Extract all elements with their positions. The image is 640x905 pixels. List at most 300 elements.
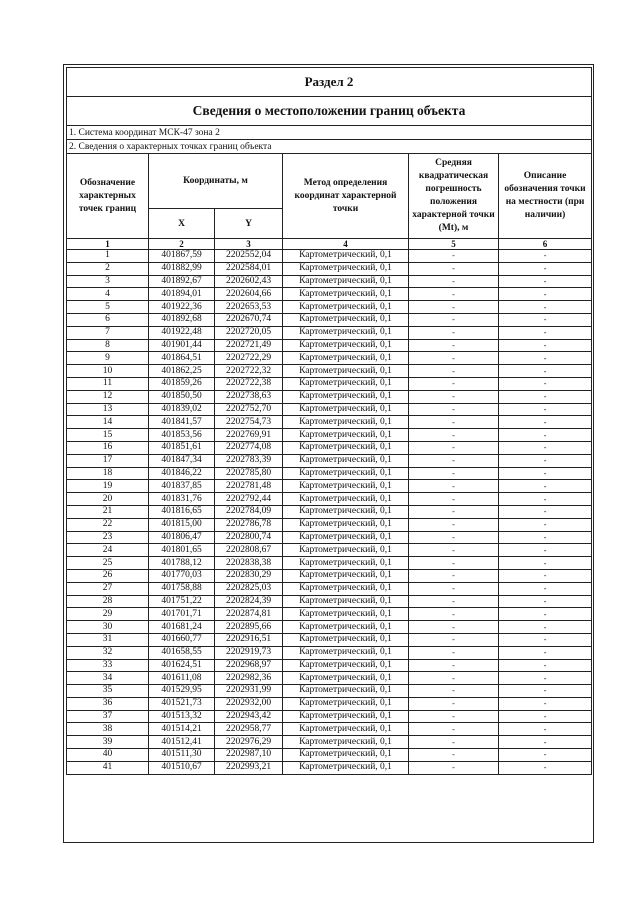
description-cell: - [499,429,592,442]
method-cell: Картометрический, 0,1 [283,710,409,723]
x-coordinate: 401815,00 [149,518,215,531]
method-cell: Картометрический, 0,1 [283,275,409,288]
error-cell: - [409,493,499,506]
error-cell: - [409,659,499,672]
description-cell: - [499,250,592,263]
error-cell: - [409,429,499,442]
description-cell: - [499,557,592,570]
y-coordinate: 2202982,36 [215,672,283,685]
x-coordinate: 401862,25 [149,365,215,378]
y-coordinate: 2202916,51 [215,633,283,646]
x-coordinate: 401892,67 [149,275,215,288]
y-coordinate: 2202738,63 [215,390,283,403]
column-number: 3 [215,239,283,250]
description-cell: - [499,505,592,518]
description-cell: - [499,518,592,531]
error-cell: - [409,672,499,685]
description-cell: - [499,365,592,378]
method-cell: Картометрический, 0,1 [283,301,409,314]
y-coordinate: 2202993,21 [215,761,283,774]
description-cell: - [499,595,592,608]
error-cell: - [409,339,499,352]
error-cell: - [409,288,499,301]
y-coordinate: 2202784,09 [215,505,283,518]
header-method: Метод определения координат характерной точки [283,154,409,239]
method-cell: Картометрический, 0,1 [283,761,409,774]
point-number: 25 [67,557,149,570]
description-cell: - [499,339,592,352]
point-number: 26 [67,569,149,582]
x-coordinate: 401846,22 [149,467,215,480]
x-coordinate: 401851,61 [149,441,215,454]
description-cell: - [499,480,592,493]
y-coordinate: 2202722,29 [215,352,283,365]
description-cell: - [499,441,592,454]
method-cell: Картометрический, 0,1 [283,288,409,301]
y-coordinate: 2202968,97 [215,659,283,672]
error-cell: - [409,749,499,762]
x-coordinate: 401514,21 [149,723,215,736]
method-cell: Картометрический, 0,1 [283,467,409,480]
y-coordinate: 2202830,29 [215,569,283,582]
table-row [67,633,592,646]
method-cell: Картометрический, 0,1 [283,365,409,378]
error-cell: - [409,365,499,378]
method-cell: Картометрический, 0,1 [283,390,409,403]
y-coordinate: 2202895,66 [215,621,283,634]
point-number: 8 [67,339,149,352]
point-number: 13 [67,403,149,416]
header-error: Средняя квадратическая погрешность положения характерной точки (Mt), м [409,154,499,239]
points-info-line: 2. Сведения о характерных точках границ объекта [67,140,592,154]
description-cell: - [499,646,592,659]
y-coordinate: 2202976,29 [215,736,283,749]
method-cell: Картометрический, 0,1 [283,352,409,365]
x-coordinate: 401894,01 [149,288,215,301]
point-number: 3 [67,275,149,288]
column-number: 4 [283,239,409,250]
method-cell: Картометрический, 0,1 [283,621,409,634]
x-coordinate: 401806,47 [149,531,215,544]
y-coordinate: 2202752,70 [215,403,283,416]
error-cell: - [409,441,499,454]
x-coordinate: 401510,67 [149,761,215,774]
x-coordinate: 401511,30 [149,749,215,762]
description-cell: - [499,672,592,685]
y-coordinate: 2202825,03 [215,582,283,595]
x-coordinate: 401837,85 [149,480,215,493]
error-cell: - [409,723,499,736]
table-row [67,480,592,493]
point-number: 38 [67,723,149,736]
method-cell: Картометрический, 0,1 [283,595,409,608]
y-coordinate: 2202808,67 [215,544,283,557]
description-cell: - [499,262,592,275]
description-cell: - [499,544,592,557]
error-cell: - [409,390,499,403]
method-cell: Картометрический, 0,1 [283,493,409,506]
table-row [67,441,592,454]
table-row [67,544,592,557]
description-cell: - [499,685,592,698]
error-cell: - [409,697,499,710]
point-number: 36 [67,697,149,710]
description-cell: - [499,633,592,646]
error-cell: - [409,505,499,518]
method-cell: Картометрический, 0,1 [283,505,409,518]
method-cell: Картометрический, 0,1 [283,454,409,467]
method-cell: Картометрический, 0,1 [283,582,409,595]
table-row [67,595,592,608]
point-number: 9 [67,352,149,365]
table-row [67,416,592,429]
y-coordinate: 2202824,39 [215,595,283,608]
table-row [67,339,592,352]
table-row [67,454,592,467]
description-cell: - [499,582,592,595]
y-coordinate: 2202958,77 [215,723,283,736]
description-cell: - [499,313,592,326]
point-number: 37 [67,710,149,723]
table-row [67,761,592,774]
method-cell: Картометрический, 0,1 [283,697,409,710]
point-number: 20 [67,493,149,506]
description-cell: - [499,531,592,544]
table-row [67,275,592,288]
y-coordinate: 2202720,05 [215,326,283,339]
table-row [67,352,592,365]
description-cell: - [499,467,592,480]
y-coordinate: 2202584,01 [215,262,283,275]
point-number: 15 [67,429,149,442]
table-row [67,365,592,378]
table-row [67,377,592,390]
error-cell: - [409,736,499,749]
error-cell: - [409,544,499,557]
x-coordinate: 401892,68 [149,313,215,326]
point-number: 29 [67,608,149,621]
error-cell: - [409,595,499,608]
table-row [67,710,592,723]
y-coordinate: 2202604,66 [215,288,283,301]
method-cell: Картометрический, 0,1 [283,250,409,263]
y-coordinate: 2202785,80 [215,467,283,480]
description-cell: - [499,697,592,710]
point-number: 16 [67,441,149,454]
x-coordinate: 401867,59 [149,250,215,263]
description-cell: - [499,288,592,301]
method-cell: Картометрический, 0,1 [283,723,409,736]
error-cell: - [409,301,499,314]
y-coordinate: 2202987,10 [215,749,283,762]
table-row [67,608,592,621]
error-cell: - [409,467,499,480]
error-cell: - [409,313,499,326]
y-coordinate: 2202919,73 [215,646,283,659]
table-row [67,672,592,685]
table-row [67,557,592,570]
x-coordinate: 401859,26 [149,377,215,390]
method-cell: Картометрический, 0,1 [283,518,409,531]
point-number: 28 [67,595,149,608]
x-coordinate: 401831,76 [149,493,215,506]
method-cell: Картометрический, 0,1 [283,608,409,621]
column-number: 1 [67,239,149,250]
x-coordinate: 401513,32 [149,710,215,723]
coordinate-system-line: 1. Система координат МСК-47 зона 2 [67,126,592,140]
method-cell: Картометрический, 0,1 [283,749,409,762]
point-number: 41 [67,761,149,774]
method-cell: Картометрический, 0,1 [283,633,409,646]
method-cell: Картометрический, 0,1 [283,659,409,672]
column-number: 6 [499,239,592,250]
section-title: Раздел 2 [67,68,592,97]
error-cell: - [409,262,499,275]
error-cell: - [409,480,499,493]
x-coordinate: 401801,65 [149,544,215,557]
x-coordinate: 401853,56 [149,429,215,442]
description-cell: - [499,275,592,288]
header-coordinates: Координаты, м [149,154,283,209]
x-coordinate: 401611,08 [149,672,215,685]
table-row [67,262,592,275]
table-row [67,697,592,710]
table-row [67,313,592,326]
description-cell: - [499,403,592,416]
error-cell: - [409,352,499,365]
y-coordinate: 2202786,78 [215,518,283,531]
header-designation: Обозначение характерных точек границ [67,154,149,239]
x-coordinate: 401850,50 [149,390,215,403]
method-cell: Картометрический, 0,1 [283,569,409,582]
x-coordinate: 401681,24 [149,621,215,634]
table-row [67,429,592,442]
x-coordinate: 401901,44 [149,339,215,352]
point-number: 33 [67,659,149,672]
point-number: 4 [67,288,149,301]
table-row [67,467,592,480]
method-cell: Картометрический, 0,1 [283,685,409,698]
description-cell: - [499,736,592,749]
x-coordinate: 401512,41 [149,736,215,749]
method-cell: Картометрический, 0,1 [283,544,409,557]
error-cell: - [409,621,499,634]
x-coordinate: 401839,02 [149,403,215,416]
table-row [67,518,592,531]
header-x: X [149,209,215,239]
description-cell: - [499,761,592,774]
error-cell: - [409,518,499,531]
table-row [67,326,592,339]
y-coordinate: 2202931,99 [215,685,283,698]
x-coordinate: 401841,57 [149,416,215,429]
point-number: 27 [67,582,149,595]
x-coordinate: 401864,51 [149,352,215,365]
x-coordinate: 401770,03 [149,569,215,582]
table-row [67,531,592,544]
y-coordinate: 2202722,38 [215,377,283,390]
table-row [67,288,592,301]
error-cell: - [409,761,499,774]
point-number: 23 [67,531,149,544]
method-cell: Картометрический, 0,1 [283,326,409,339]
point-number: 2 [67,262,149,275]
table-row [67,505,592,518]
table-row [67,723,592,736]
error-cell: - [409,608,499,621]
point-number: 35 [67,685,149,698]
y-coordinate: 2202602,43 [215,275,283,288]
method-cell: Картометрический, 0,1 [283,377,409,390]
error-cell: - [409,557,499,570]
x-coordinate: 401922,36 [149,301,215,314]
x-coordinate: 401624,51 [149,659,215,672]
method-cell: Картометрический, 0,1 [283,429,409,442]
y-coordinate: 2202800,74 [215,531,283,544]
description-cell: - [499,749,592,762]
description-cell: - [499,493,592,506]
point-number: 30 [67,621,149,634]
y-coordinate: 2202783,39 [215,454,283,467]
error-cell: - [409,454,499,467]
method-cell: Картометрический, 0,1 [283,313,409,326]
description-cell: - [499,352,592,365]
table-row [67,659,592,672]
point-number: 22 [67,518,149,531]
y-coordinate: 2202552,04 [215,250,283,263]
x-coordinate: 401922,48 [149,326,215,339]
point-number: 5 [67,301,149,314]
error-cell: - [409,416,499,429]
header-y: Y [215,209,283,239]
column-number: 2 [149,239,215,250]
method-cell: Картометрический, 0,1 [283,339,409,352]
method-cell: Картометрический, 0,1 [283,557,409,570]
point-number: 18 [67,467,149,480]
y-coordinate: 2202722,32 [215,365,283,378]
x-coordinate: 401751,22 [149,595,215,608]
table-row [67,621,592,634]
y-coordinate: 2202769,91 [215,429,283,442]
point-number: 12 [67,390,149,403]
point-number: 14 [67,416,149,429]
point-number: 40 [67,749,149,762]
error-cell: - [409,582,499,595]
error-cell: - [409,633,499,646]
table-row [67,250,592,263]
method-cell: Картометрический, 0,1 [283,672,409,685]
method-cell: Картометрический, 0,1 [283,262,409,275]
section-subtitle: Сведения о местоположении границ объекта [67,97,592,126]
description-cell: - [499,377,592,390]
description-cell: - [499,659,592,672]
x-coordinate: 401658,55 [149,646,215,659]
method-cell: Картометрический, 0,1 [283,480,409,493]
description-cell: - [499,390,592,403]
description-cell: - [499,608,592,621]
error-cell: - [409,685,499,698]
point-number: 24 [67,544,149,557]
error-cell: - [409,250,499,263]
y-coordinate: 2202943,42 [215,710,283,723]
table-row [67,569,592,582]
table-row [67,403,592,416]
description-cell: - [499,454,592,467]
description-cell: - [499,621,592,634]
y-coordinate: 2202781,48 [215,480,283,493]
table-row [67,390,592,403]
y-coordinate: 2202932,00 [215,697,283,710]
x-coordinate: 401788,12 [149,557,215,570]
method-cell: Картометрический, 0,1 [283,416,409,429]
table-row [67,301,592,314]
y-coordinate: 2202774,08 [215,441,283,454]
error-cell: - [409,403,499,416]
error-cell: - [409,710,499,723]
table-row [67,493,592,506]
point-number: 10 [67,365,149,378]
point-number: 1 [67,250,149,263]
y-coordinate: 2202792,44 [215,493,283,506]
method-cell: Картометрический, 0,1 [283,531,409,544]
point-number: 19 [67,480,149,493]
x-coordinate: 401816,65 [149,505,215,518]
point-number: 32 [67,646,149,659]
point-number: 17 [67,454,149,467]
y-coordinate: 2202721,49 [215,339,283,352]
table-row [67,582,592,595]
point-number: 6 [67,313,149,326]
column-number: 5 [409,239,499,250]
error-cell: - [409,569,499,582]
point-number: 11 [67,377,149,390]
header-description: Описание обозначения точки на местности (при наличии) [499,154,592,239]
description-cell: - [499,416,592,429]
table-row [67,646,592,659]
y-coordinate: 2202653,53 [215,301,283,314]
method-cell: Картометрический, 0,1 [283,441,409,454]
point-number: 21 [67,505,149,518]
x-coordinate: 401701,71 [149,608,215,621]
x-coordinate: 401758,88 [149,582,215,595]
y-coordinate: 2202874,81 [215,608,283,621]
x-coordinate: 401847,34 [149,454,215,467]
description-cell: - [499,723,592,736]
x-coordinate: 401521,73 [149,697,215,710]
points-rows [67,250,592,775]
table-row [67,685,592,698]
y-coordinate: 2202754,73 [215,416,283,429]
y-coordinate: 2202838,38 [215,557,283,570]
description-cell: - [499,710,592,723]
point-number: 39 [67,736,149,749]
y-coordinate: 2202670,74 [215,313,283,326]
description-cell: - [499,301,592,314]
method-cell: Картометрический, 0,1 [283,403,409,416]
method-cell: Картометрический, 0,1 [283,736,409,749]
error-cell: - [409,377,499,390]
x-coordinate: 401660,77 [149,633,215,646]
boundary-points-table [66,67,592,775]
error-cell: - [409,646,499,659]
point-number: 31 [67,633,149,646]
point-number: 7 [67,326,149,339]
table-row [67,736,592,749]
error-cell: - [409,275,499,288]
x-coordinate: 401529,95 [149,685,215,698]
method-cell: Картометрический, 0,1 [283,646,409,659]
description-cell: - [499,326,592,339]
